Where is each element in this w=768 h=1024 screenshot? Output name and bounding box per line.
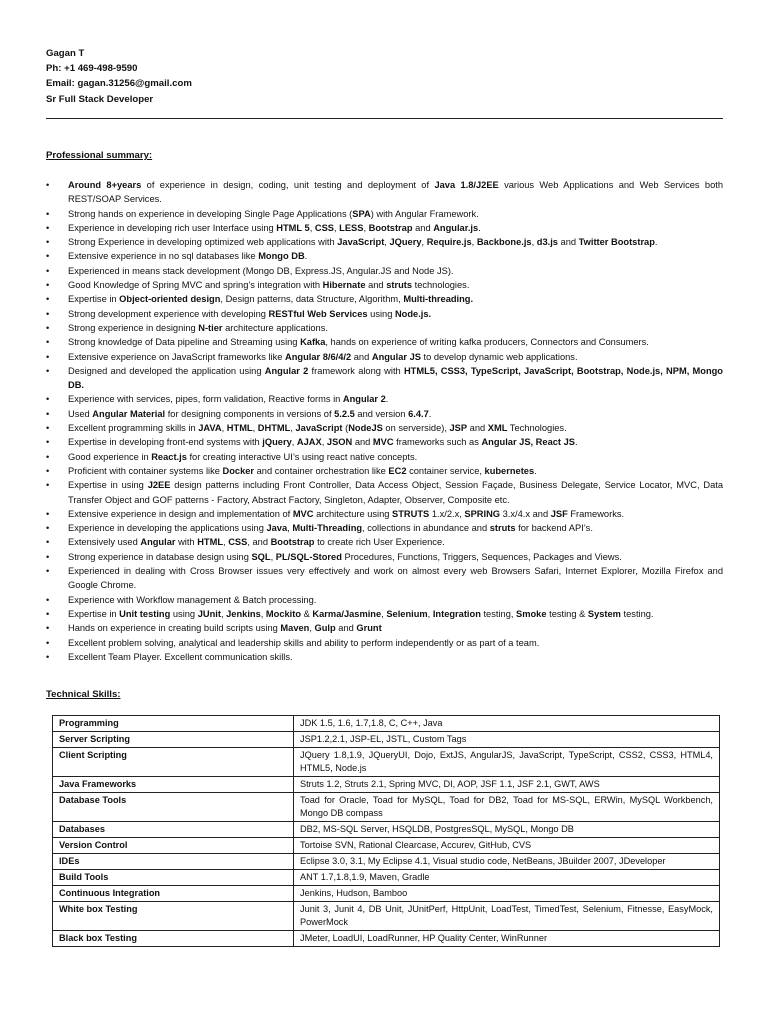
summary-bold-text: 6.4.7 (408, 408, 429, 419)
summary-text: , (333, 222, 340, 233)
summary-text: , (290, 423, 296, 434)
bullet-icon: • (46, 280, 50, 291)
summary-bold-text: Multi-Threading (292, 523, 363, 534)
summary-bold-text: Angular 2 (342, 394, 386, 405)
summary-text: Excellent programming skills in (68, 423, 199, 434)
summary-item (46, 364, 723, 393)
skill-category: Java Frameworks (53, 777, 294, 793)
summary-item (46, 478, 723, 507)
skill-values: ANT 1.7,1.8,1.9, Maven, Gradle (294, 870, 720, 886)
summary-bold-text: Angular.js (433, 222, 479, 233)
bullet-icon: • (46, 322, 50, 333)
summary-text: testing & (546, 608, 588, 619)
skill-values: JSP1.2,2.1, JSP-EL, JSTL, Custom Tags (294, 732, 720, 748)
summary-text: Frameworks. (567, 508, 625, 519)
summary-bold-text: Gulp (314, 623, 336, 634)
bullet-icon: • (46, 294, 50, 305)
summary-text: Strong hands on experience in developing Single Page Applications ( (68, 208, 353, 219)
summary-text: 1.x/2.x, (429, 508, 465, 519)
summary-bold-text: JQuery (389, 237, 422, 248)
bullet-icon: • (46, 637, 50, 648)
summary-bold-text: Angular JS (371, 351, 421, 362)
summary-bold-text: Jenkins (226, 608, 261, 619)
summary-text: Experienced in dealing with Cross Browser issues very effectively and work on almost every web Browsers Safari, Internet Explorer, Mozilla Firefox and Google Chrome. (68, 566, 723, 591)
summary-text: Designed and developed the application using (68, 365, 265, 376)
summary-text: Experience with Workflow management & Batch processing. (68, 594, 317, 605)
bullet-icon: • (46, 351, 50, 362)
summary-text: , (223, 537, 229, 548)
skills-row (53, 902, 720, 931)
summary-text: , collections in abundance and (362, 523, 490, 534)
summary-bold-text: JAVA (198, 423, 222, 434)
summary-text: Good Knowledge of Spring MVC and spring’s integration with (68, 280, 323, 291)
summary-text: Extensive experience on JavaScript frameworks like (68, 351, 286, 362)
summary-item (46, 235, 723, 249)
summary-text: for creating interactive UI’s using react native concepts. (186, 451, 418, 462)
summary-text: Excellent problem solving, analytical and leadership skills and ability to perform independently or as part of a team. (68, 637, 540, 648)
summary-item (46, 178, 723, 207)
bullet-icon: • (46, 365, 50, 376)
summary-bold-text: DHTML (257, 423, 291, 434)
bullet-icon: • (46, 623, 50, 634)
summary-bold-text: System (587, 608, 621, 619)
bullet-icon: • (46, 265, 50, 276)
summary-bold-text: 5.2.5 (334, 408, 355, 419)
summary-text: using (170, 608, 198, 619)
summary-bold-text: SQL (251, 551, 271, 562)
summary-text: Expertise in (68, 608, 120, 619)
bullet-icon: • (46, 508, 50, 519)
summary-item (46, 521, 723, 535)
summary-text: Experience with services, pipes, form validation, Reactive forms in (68, 394, 343, 405)
summary-text: , (381, 608, 387, 619)
skill-category: Version Control (53, 838, 294, 854)
skills-row (53, 777, 720, 793)
skills-row (53, 838, 720, 854)
summary-bold-text: Angular 8/6/4/2 (285, 351, 352, 362)
summary-bold-text: PL/SQL-Stored (275, 551, 342, 562)
summary-bold-text: Node.js. (394, 308, 432, 319)
summary-text: on serverside), (382, 423, 450, 434)
summary-item (46, 307, 723, 321)
candidate-name: Gagan T (46, 48, 85, 59)
summary-bold-text: Bootstrap (368, 222, 413, 233)
summary-bold-text: Angular Material (92, 408, 166, 419)
summary-text: using (367, 308, 395, 319)
technical-skills-heading: Technical Skills: (46, 689, 121, 700)
summary-item (46, 264, 723, 278)
summary-text: architecture using (313, 508, 393, 519)
summary-text: Expertise in developing front-end systems with (68, 437, 263, 448)
summary-bold-text: Karma/Jasmine (312, 608, 382, 619)
summary-text: Strong experience in database design using (68, 551, 252, 562)
summary-bold-text: Smoke (516, 608, 547, 619)
summary-text: Proficient with container systems like (68, 465, 223, 476)
summary-text: Experience in developing the applications using (68, 523, 267, 534)
summary-bold-text: JSP (449, 423, 468, 434)
skill-category: Build Tools (53, 870, 294, 886)
summary-text: Strong experience in designing (68, 322, 199, 333)
summary-item (46, 421, 723, 435)
skill-values: JMeter, LoadUI, LoadRunner, HP Quality Center, WinRunner (294, 931, 720, 947)
summary-text: Experience in developing rich user Interface using (68, 222, 277, 233)
header-divider (46, 118, 723, 119)
summary-text: , (291, 437, 297, 448)
bullet-icon: • (46, 308, 50, 319)
summary-bold-text: STRUTS (392, 508, 430, 519)
summary-item (46, 535, 723, 549)
skill-category: IDEs (53, 854, 294, 870)
skills-row (53, 931, 720, 947)
bullet-icon: • (46, 451, 50, 462)
summary-bold-text: LESS (339, 222, 364, 233)
summary-item (46, 650, 723, 664)
summary-text: Expertise in (68, 294, 120, 305)
summary-bold-text: N-tier (198, 322, 223, 333)
summary-text: , (221, 423, 227, 434)
summary-item (46, 450, 723, 464)
technical-skills-table (52, 715, 720, 947)
bullet-icon: • (46, 237, 50, 248)
bullet-icon: • (46, 608, 50, 619)
summary-text: 3.x/4.x and (500, 508, 551, 519)
summary-text: and (352, 437, 373, 448)
summary-text: Used (68, 408, 93, 419)
summary-text: Extensive experience in no sql databases like (68, 251, 259, 262)
summary-text: , (220, 608, 227, 619)
summary-text: . (385, 394, 389, 405)
summary-bold-text: Angular (140, 537, 176, 548)
summary-text: Experienced in means stack development (Mongo DB, Express.JS, Angular.JS and Node JS). (68, 265, 454, 276)
summary-text: and (351, 351, 372, 362)
skills-row (53, 822, 720, 838)
summary-bold-text: Kafka (300, 337, 326, 348)
summary-text: , (384, 237, 390, 248)
bullet-icon: • (46, 566, 50, 577)
summary-text: Hands on experience in creating build scripts using (68, 623, 281, 634)
bullet-icon: • (46, 551, 50, 562)
summary-item (46, 278, 723, 292)
bullet-icon: • (46, 523, 50, 534)
summary-text: ( (342, 423, 349, 434)
summary-bold-text: Java 1.8/J2EE (434, 180, 499, 190)
summary-bold-text: SPRING (464, 508, 501, 519)
summary-item (46, 207, 723, 221)
summary-bold-text: Require.js (426, 237, 472, 248)
summary-text: architecture applications. (222, 322, 328, 333)
summary-text: frameworks such as (393, 437, 482, 448)
summary-bold-text: J2EE (147, 480, 171, 491)
summary-text: for designing components in versions of (165, 408, 335, 419)
bullet-icon: • (46, 337, 50, 348)
professional-summary-heading: Professional summary: (46, 150, 153, 161)
summary-text: and container orchestration like (254, 465, 389, 476)
summary-text: , (252, 423, 258, 434)
summary-text: & (301, 608, 313, 619)
skills-row (53, 748, 720, 777)
professional-summary-list (46, 178, 723, 664)
summary-text: , (309, 623, 315, 634)
summary-text: . (534, 465, 537, 476)
summary-text: Expertise in using (68, 480, 148, 491)
summary-text: of experience in design, coding, unit testing and deployment of (141, 180, 435, 190)
summary-bold-text: struts (386, 280, 413, 291)
summary-item (46, 636, 723, 650)
summary-text: Strong knowledge of Data pipeline and Streaming using (68, 337, 301, 348)
summary-bold-text: Java (266, 523, 288, 534)
summary-text: Strong Experience in developing optimized web applications with (68, 237, 338, 248)
skills-row (53, 732, 720, 748)
summary-text: , (321, 437, 327, 448)
summary-bold-text: CSS (228, 537, 248, 548)
bullet-icon: • (46, 408, 50, 419)
summary-bold-text: Object-oriented design (119, 294, 221, 305)
skill-values: Tortoise SVN, Rational Clearcase, Accurev, GitHub, CVS (294, 838, 720, 854)
summary-text: various Web Applications and Web Services both REST/SOAP Services. (68, 180, 723, 205)
summary-text: , (270, 551, 276, 562)
summary-bold-text: Unit testing (119, 608, 171, 619)
summary-bold-text: Selenium (386, 608, 428, 619)
summary-bold-text: Grunt (356, 623, 382, 634)
skills-row (53, 854, 720, 870)
skill-category: Continuous Integration (53, 886, 294, 902)
summary-text: . (478, 222, 481, 233)
candidate-phone: Ph: +1 469-498-9590 (46, 63, 138, 75)
summary-item (46, 392, 723, 406)
summary-text: , (531, 237, 537, 248)
summary-bold-text: HTML5, CSS3, TypeScript, JavaScript, Bootstrap, Node.js, NPM, Mongo DB. (68, 365, 723, 391)
summary-item (46, 321, 723, 335)
summary-item (46, 507, 723, 521)
summary-bold-text: Around 8+years (68, 180, 142, 190)
summary-bold-text: HTML (226, 423, 253, 434)
summary-item (46, 407, 723, 421)
summary-text: Strong development experience with developing (68, 308, 269, 319)
summary-bold-text: Multi-threading. (403, 294, 474, 305)
skills-row (53, 886, 720, 902)
summary-text: Excellent Team Player. Excellent communication skills. (68, 651, 293, 662)
summary-text: Extensively used (68, 537, 141, 548)
summary-text: , and (247, 537, 271, 548)
bullet-icon: • (46, 437, 50, 448)
summary-text: , (471, 237, 477, 248)
skill-values: JQuery 1.8,1.9, JQueryUI, Dojo, ExtJS, AngularJS, JavaScript, TypeScript, CSS2, CSS3, HTML4, HTML5, Node.js (294, 748, 720, 777)
skill-values: Struts 1.2, Struts 2.1, Spring MVC, DI, AOP, JSF 1.1, JSF 2.1, GWT, AWS (294, 777, 720, 793)
summary-text: and (365, 280, 387, 291)
skill-values: Eclipse 3.0, 3.1, My Eclipse 4.1, Visual studio code, NetBeans, JBuilder 2007, JDeveloper (294, 854, 720, 870)
summary-text: design patterns including Front Controller, Data Access Object, Session Façade, Business Delegate, Service Locator, MVC, Data Transfer Object and GOF patterns - Factory, Abstract Factory, Singleton, Adapter, Observer, Composite etc. (68, 480, 723, 505)
summary-bold-text: Angular 2 (264, 365, 309, 376)
summary-bold-text: Backbone.js (476, 237, 532, 248)
bullet-icon: • (46, 251, 50, 262)
summary-text: testing. (620, 608, 654, 619)
contact-header (46, 46, 192, 107)
summary-text: . (428, 408, 432, 419)
summary-item (46, 292, 723, 306)
summary-text: . (574, 437, 578, 448)
skill-category: Database Tools (53, 793, 294, 822)
summary-text: , (260, 608, 266, 619)
summary-text: Extensive experience in design and implementation of (68, 508, 293, 519)
bullet-icon: • (46, 651, 50, 662)
summary-text: , (421, 237, 427, 248)
summary-bold-text: Bootstrap (270, 537, 315, 548)
summary-text: to create rich User Experience. (314, 537, 445, 548)
bullet-icon: • (46, 208, 50, 219)
skill-category: Black box Testing (53, 931, 294, 947)
bullet-icon: • (46, 465, 50, 476)
summary-text: to develop dynamic web applications. (420, 351, 578, 362)
summary-bold-text: HTML 5 (276, 222, 310, 233)
skill-values: Junit 3, Junit 4, DB Unit, JUnitPerf, HttpUnit, LoadTest, TimedTest, Selenium, Fitnesse, EasyMock, PowerMock (294, 902, 720, 931)
summary-item (46, 221, 723, 235)
summary-bold-text: Maven (280, 623, 310, 634)
summary-text: and version (354, 408, 409, 419)
skill-values: Toad for Oracle, Toad for MySQL, Toad for DB2, Toad for MS-SQL, ERWin, MySQL Workbench, Mongo DB compass (294, 793, 720, 822)
summary-text: Procedures, Functions, Triggers, Sequences, Packages and Views. (341, 551, 622, 562)
bullet-icon: • (46, 480, 50, 491)
summary-bold-text: Twitter Bootstrap (578, 237, 655, 248)
bullet-icon: • (46, 394, 50, 405)
summary-text: and (412, 222, 434, 233)
summary-text: . (304, 251, 308, 262)
bullet-icon: • (46, 594, 50, 605)
summary-item (46, 550, 723, 564)
summary-bold-text: EC2 (388, 465, 407, 476)
summary-bold-text: CSS (314, 222, 334, 233)
summary-bold-text: MVC (372, 437, 394, 448)
summary-bold-text: Angular JS, React JS (481, 437, 575, 448)
summary-bold-text: d3.js (536, 237, 558, 248)
skill-category: Databases (53, 822, 294, 838)
summary-text: . (654, 237, 658, 248)
skill-category: White box Testing (53, 902, 294, 931)
summary-item (46, 621, 723, 635)
summary-item (46, 350, 723, 364)
skill-values: DB2, MS-SQL Server, HSQLDB, PostgresSQL, MySQL, Mongo DB (294, 822, 720, 838)
skills-row (53, 870, 720, 886)
summary-text: and (467, 423, 488, 434)
summary-item (46, 435, 723, 449)
summary-bold-text: kubernetes (484, 465, 535, 476)
summary-item (46, 607, 723, 621)
bullet-icon: • (46, 537, 50, 548)
summary-item (46, 464, 723, 478)
summary-bold-text: Docker (222, 465, 255, 476)
summary-bold-text: JavaScript (337, 237, 385, 248)
summary-text: for backend API’s. (515, 523, 593, 534)
summary-bold-text: MVC (292, 508, 314, 519)
skills-row (53, 716, 720, 732)
summary-text: and (335, 623, 357, 634)
summary-bold-text: HTML (197, 537, 224, 548)
summary-bold-text: Mockito (265, 608, 302, 619)
summary-bold-text: RESTful Web Services (268, 308, 368, 319)
summary-text: , (363, 222, 369, 233)
summary-text: Technologies. (507, 423, 567, 434)
summary-text: framework along with (308, 365, 404, 376)
summary-bold-text: AJAX (296, 437, 322, 448)
summary-text: and (557, 237, 579, 248)
summary-item (46, 564, 723, 593)
bullet-icon: • (46, 222, 50, 233)
summary-text: , (287, 523, 293, 534)
summary-item (46, 249, 723, 263)
summary-text: , Design patterns, data Structure, Algorithm, (220, 294, 404, 305)
bullet-icon: • (46, 180, 50, 190)
summary-text: with (175, 537, 198, 548)
summary-item (46, 593, 723, 607)
summary-text: technologies. (412, 280, 470, 291)
summary-bold-text: Mongo DB (258, 251, 305, 262)
summary-bold-text: Integration (432, 608, 481, 619)
summary-bold-text: JavaScript (295, 423, 343, 434)
summary-bold-text: React.js (151, 451, 187, 462)
summary-bold-text: JSF (550, 508, 568, 519)
summary-bold-text: Hibernate (322, 280, 366, 291)
summary-text: container service, (406, 465, 485, 476)
candidate-title: Sr Full Stack Developer (46, 93, 154, 105)
bullet-icon: • (46, 423, 50, 434)
summary-bold-text: SPA (352, 208, 371, 219)
summary-bold-text: JUnit (197, 608, 221, 619)
summary-text: testing, (480, 608, 517, 619)
summary-item (46, 335, 723, 349)
skill-category: Server Scripting (53, 732, 294, 748)
skill-category: Programming (53, 716, 294, 732)
skill-category: Client Scripting (53, 748, 294, 777)
summary-text: , (309, 222, 315, 233)
summary-bold-text: JSON (326, 437, 353, 448)
skill-values: Jenkins, Hudson, Bamboo (294, 886, 720, 902)
summary-text: , hands on experience of writing kafka producers, Connectors and Consumers. (325, 337, 649, 348)
summary-bold-text: XML (487, 423, 508, 434)
skills-row (53, 793, 720, 822)
summary-bold-text: jQuery (262, 437, 292, 448)
summary-bold-text: NodeJS (348, 423, 383, 434)
skill-values: JDK 1.5, 1.6, 1.7,1.8, C, C++, Java (294, 716, 720, 732)
summary-text: ) with Angular Framework. (370, 208, 479, 219)
summary-text: , (427, 608, 433, 619)
summary-bold-text: struts (489, 523, 516, 534)
summary-text: Good experience in (68, 451, 152, 462)
candidate-email: Email: gagan.31256@gmail.com (46, 78, 192, 90)
